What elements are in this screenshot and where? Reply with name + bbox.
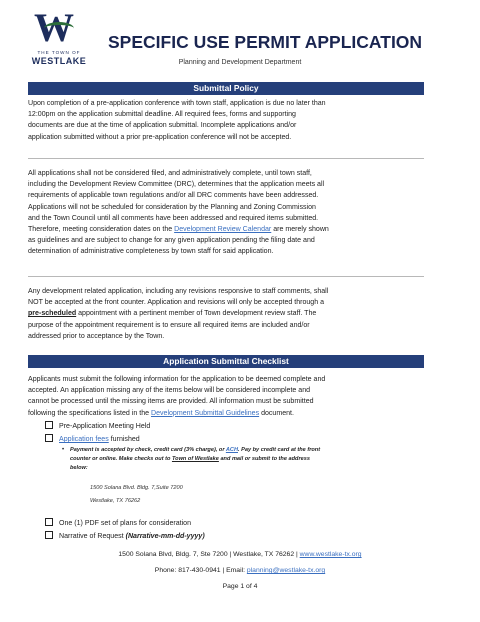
text-span: following the specifications listed in the [28, 409, 151, 417]
policy-paragraph-2 [28, 168, 430, 258]
text-span: . Pay by credit card at the front [238, 447, 321, 453]
logo-leaf-icon [44, 22, 74, 35]
text-span: Therefore, meeting consideration dates on the [28, 226, 175, 234]
text-span: 1500 Solana Blvd, Bldg. 7, Ste 7200 | Westlake, TX 76262 | [118, 551, 300, 558]
ach-link[interactable]: ACH [225, 447, 238, 453]
pre-scheduled-emphasis: pre-scheduled [28, 310, 77, 318]
text-line: and the Town Council until all comments have been addressed and required items submitted. [28, 214, 319, 222]
text-line: accepted. An application missing any of the items below will be considered incomplete and [28, 387, 311, 395]
text-line: Applicants must submit the following information for the application to be deemed complete and [28, 376, 326, 383]
text-span: Phone: 817-430-0941 | Email: [154, 567, 247, 574]
checkbox[interactable] [45, 518, 53, 526]
text-line [70, 446, 422, 455]
checklist-item-label: One (1) PDF set of plans for consideration [59, 520, 191, 527]
text-span: document. [259, 409, 294, 417]
text-line: below: [70, 465, 88, 471]
narrative-filename-format: (Narrative-mm-dd-yyyy) [125, 533, 205, 540]
text-line: Any development related application, including any revisions responsive to staff comments, shall [28, 288, 329, 295]
text-line [70, 455, 422, 464]
checkbox[interactable] [45, 531, 53, 539]
checklist-item-narrative [45, 531, 205, 542]
checklist-item-pre-application [45, 421, 150, 432]
text-line: application submitted without a prior pre-application conference will not be accepted. [28, 133, 292, 141]
town-of-westlake-emphasis: Town of Westlake [171, 456, 219, 462]
text-span: are merely shown [271, 226, 329, 234]
text-line: documents are due at the time of application submittal. Incomplete applications and/or [28, 122, 297, 130]
checkbox[interactable] [45, 434, 53, 442]
submittal-policy-heading: Submittal Policy [28, 82, 424, 95]
text-line: cannot be processed until the missing items are provided. All information must be submitted [28, 398, 314, 406]
development-review-calendar-link[interactable]: Development Review Calendar [174, 226, 272, 234]
westlake-logo [28, 5, 90, 66]
text-line: NOT be accepted at the front counter. Application and revisions will only be accepted through a [28, 299, 325, 307]
email-link[interactable]: planning@westlake-tx.org [246, 567, 326, 574]
mailing-address-line-1: 1500 Solana Blvd. Bldg. 7,Suite 7200 [90, 485, 183, 491]
footer-address [0, 550, 480, 560]
text-span: appointment with a pertinent member of Town development review staff. The [76, 310, 317, 318]
text-line: determination of administrative completeness by town staff for said application. [28, 248, 274, 256]
text-line: Applications will not be scheduled for consideration by the Planning and Zoning Commission [28, 203, 316, 211]
logo-letter: W [34, 5, 74, 50]
page-number: Page 1 of 4 [222, 583, 258, 590]
payment-note [70, 446, 422, 473]
logo-name: WESTLAKE [31, 56, 87, 66]
text-line: All applications shall not be considered filed, and administratively complete, until town staff, [28, 170, 312, 177]
text-line: including the Development Review Committee (DRC), determines that the application meets all [28, 181, 325, 189]
policy-paragraph-1 [28, 98, 430, 143]
page-title: SPECIFIC USE PERMIT APPLICATION [108, 32, 423, 52]
checkbox[interactable] [45, 421, 53, 429]
checklist-item-label: Narrative of Request [59, 533, 126, 540]
checklist-heading: Application Submittal Checklist [28, 355, 424, 368]
text-span: counter or online. Make checks out to [70, 456, 172, 462]
policy-paragraph-3 [28, 286, 430, 342]
text-line [28, 308, 430, 319]
text-line: 12:00pm on the application submittal deadline. All required fees, forms and supporting [28, 111, 296, 119]
footer-contact [0, 566, 480, 576]
department-name: Planning and Development Department [178, 59, 302, 66]
checklist-item-label: furnished [108, 436, 140, 443]
logo-subtitle: THE TOWN OF [37, 50, 81, 55]
website-link[interactable]: www.westlake-tx.org [299, 551, 362, 558]
checklist-item-pdf-plans [45, 518, 191, 529]
application-fees-link[interactable]: Application fees [59, 436, 109, 443]
text-line [28, 408, 430, 419]
text-span: and mail or submit to the address [218, 456, 310, 462]
divider [28, 276, 424, 277]
text-line: addressed prior to acceptance by the Town. [28, 332, 165, 340]
text-line: Upon completion of a pre-application conference with town staff, application is due no later than [28, 100, 326, 107]
text-line [28, 224, 430, 235]
bullet-icon: • [62, 447, 65, 453]
text-line: purpose of the appointment requirement is to ensure all required items are included and/or [28, 321, 310, 329]
development-submittal-guidelines-link[interactable]: Development Submittal Guidelines [151, 409, 260, 417]
mailing-address-line-2: Westlake, TX 76262 [90, 498, 141, 504]
text-line: as guidelines and are subject to change for any given application pending the filing date and [28, 237, 315, 245]
checklist-item-label: Pre-Application Meeting Held [59, 423, 151, 430]
divider [28, 158, 424, 159]
checklist-intro [28, 374, 430, 419]
checklist-item-fees [45, 434, 140, 445]
text-line: requirements of applicable town regulations and/or all DRC comments have been addressed. [28, 192, 319, 200]
text-span: Payment is accepted by check, credit card (3% charge), or [70, 447, 226, 453]
